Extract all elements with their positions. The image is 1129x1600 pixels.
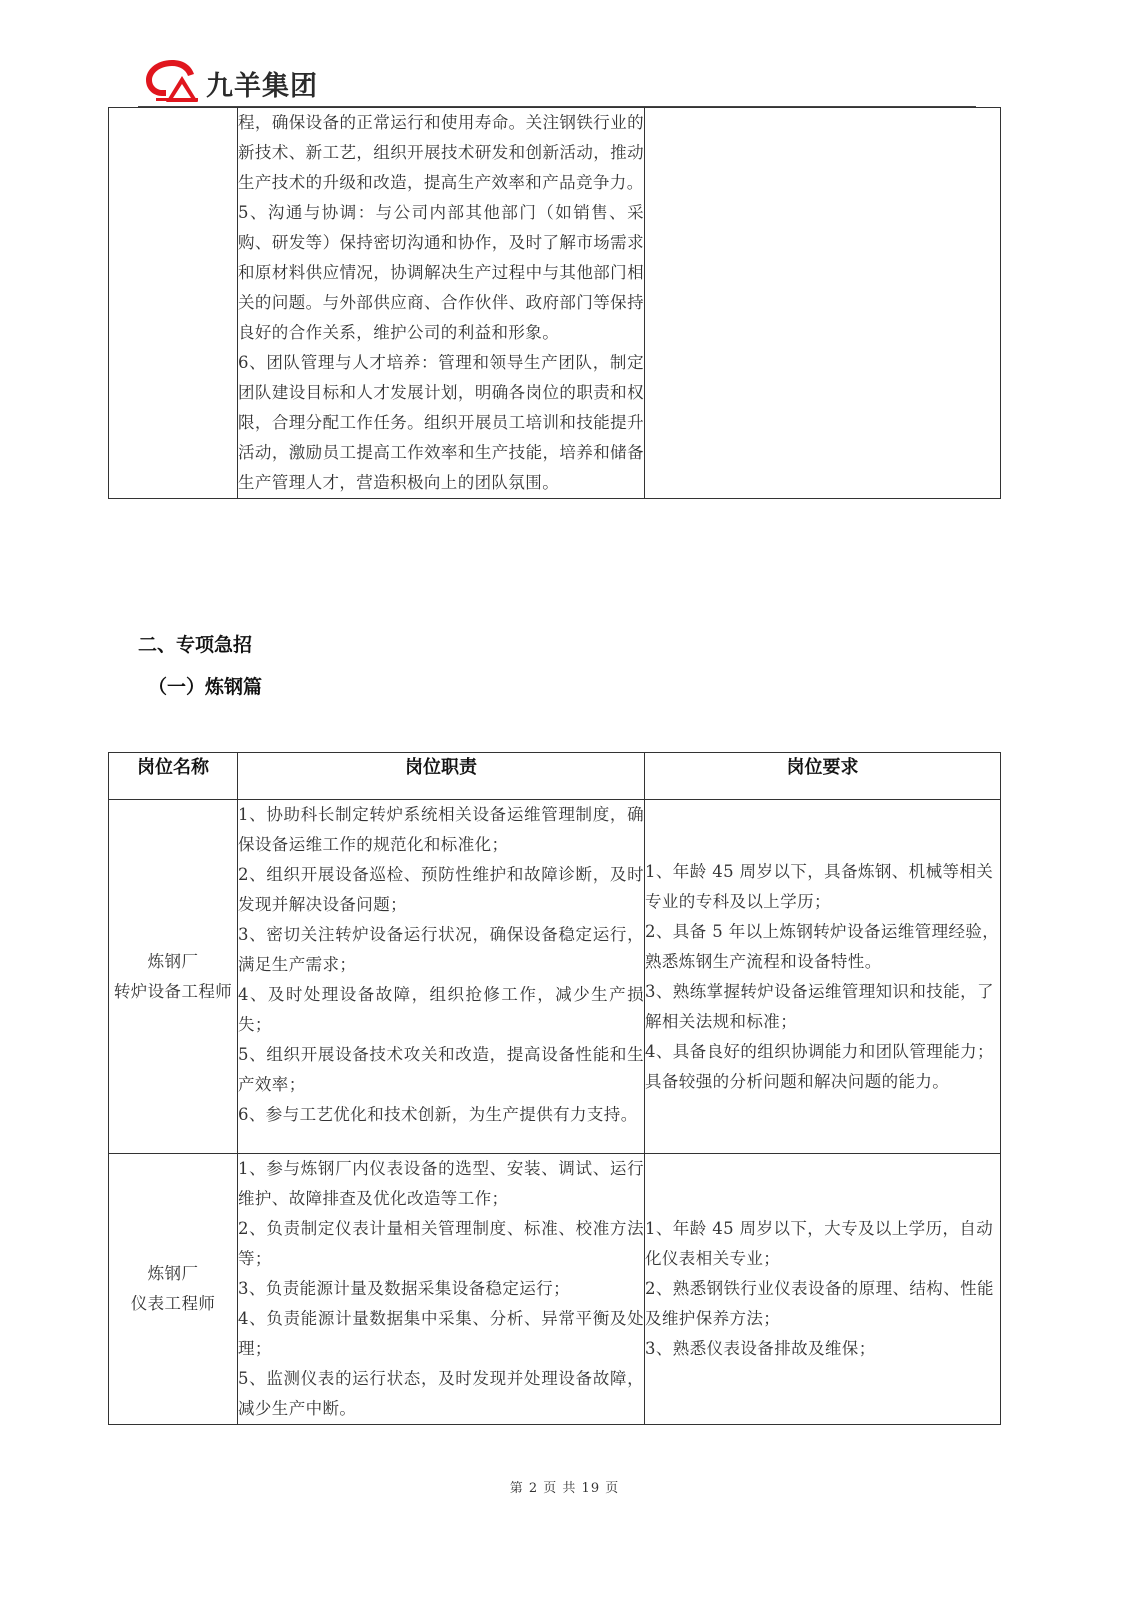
duty-text: 5、沟通与协调：与公司内部其他部门（如销售、采购、研发等）保持密切沟通和协作，及时了解市场需求和原材料供应情况，协调解决生产过程中与其他部门相关的问题。与外部供应商、合作伙伴、政府部门等保持良好的合作关系，维护公司的利益和形象。 <box>238 203 644 342</box>
jobs-table <box>108 752 1001 1425</box>
requirements-cell <box>645 800 1001 1154</box>
position-title: 仪表工程师 <box>130 1294 216 1313</box>
duties-cell <box>238 1154 645 1425</box>
position-name: 炼钢厂 <box>147 951 199 971</box>
table-row <box>109 1154 1001 1425</box>
duty-text: 6、团队管理与人才培养：管理和领导生产团队，制定团队建设目标和人才发展计划，明确各岗位的职责和权限，合理分配工作任务。组织开展员工培训和技能提升活动，激励员工提高工作效率和生产技能，培养和储备生产管理人才，营造积极向上的团队氛围。 <box>238 353 644 492</box>
requirement-item: 4、具备良好的组织协调能力和团队管理能力；具备较强的分析问题和解决问题的能力。 <box>645 1041 994 1091</box>
page-number: 第 2 页 共 19 页 <box>509 1481 620 1496</box>
position-name: 炼钢厂 <box>147 1264 199 1283</box>
requirement-item: 3、熟悉仪表设备排故及维保； <box>645 1339 876 1358</box>
requirement-item: 2、具备 5 年以上炼钢转炉设备运维管理经验，熟悉炼钢生产流程和设备特性。 <box>645 921 1000 971</box>
duty-item: 3、负责能源计量及数据采集设备稳定运行； <box>238 1279 570 1298</box>
position-cell <box>109 1154 238 1425</box>
duty-text: 程，确保设备的正常运行和使用寿命。关注钢铁行业的新技术、新工艺，组织开展技术研发和创新活动，推动生产技术的升级和改造，提高生产效率和产品竞争力。 <box>238 113 644 192</box>
duty-item: 4、及时处理设备故障，组织抢修工作，减少生产损失； <box>238 985 644 1034</box>
duty-item: 5、监测仪表的运行状态，及时发现并处理设备故障，减少生产中断。 <box>238 1369 644 1418</box>
table-row <box>109 800 1001 1154</box>
position-cell <box>109 800 238 1154</box>
duties-cell <box>238 108 645 499</box>
duty-item: 4、负责能源计量数据集中采集、分析、异常平衡及处理； <box>238 1309 644 1358</box>
column-header-duties: 岗位职责 <box>238 753 645 800</box>
duty-item: 6、参与工艺优化和技术创新，为生产提供有力支持。 <box>238 1105 638 1124</box>
duty-item: 2、负责制定仪表计量相关管理制度、标准、校准方法等； <box>238 1219 644 1268</box>
company-logo-icon <box>142 56 200 104</box>
duties-cell <box>238 800 645 1154</box>
continued-jobs-table <box>108 107 1001 499</box>
duty-item: 1、参与炼钢厂内仪表设备的选型、安装、调试、运行维护、故障排查及优化改造等工作； <box>238 1159 644 1208</box>
requirements-cell <box>645 108 1001 499</box>
position-cell <box>109 108 238 499</box>
column-header-position: 岗位名称 <box>109 753 238 800</box>
duty-item: 2、组织开展设备巡检、预防性维护和故障诊断，及时发现并解决设备问题； <box>238 865 644 914</box>
requirement-item: 1、年龄 45 周岁以下，具备炼钢、机械等相关专业的专科及以上学历； <box>645 861 994 911</box>
subsection-heading: （一）炼钢篇 <box>148 676 263 698</box>
duty-item: 5、组织开展设备技术攻关和改造，提高设备性能和生产效率； <box>238 1045 644 1094</box>
requirement-item: 1、年龄 45 周岁以下，大专及以上学历，自动化仪表相关专业； <box>645 1219 994 1268</box>
position-title: 转炉设备工程师 <box>113 981 233 1001</box>
duty-item: 1、协助科长制定转炉系统相关设备运维管理制度，确保设备运维工作的规范化和标准化； <box>238 805 644 854</box>
table-row <box>109 108 1001 499</box>
page-header <box>138 54 976 108</box>
requirement-item: 3、熟练掌握转炉设备运维管理知识和技能，了解相关法规和标准； <box>645 981 994 1031</box>
requirements-cell <box>645 1154 1001 1425</box>
requirement-item: 2、熟悉钢铁行业仪表设备的原理、结构、性能及维护保养方法； <box>645 1279 994 1328</box>
company-name: 九羊集团 <box>206 71 318 102</box>
column-header-requirements: 岗位要求 <box>645 753 1001 800</box>
duty-item: 3、密切关注转炉设备运行状况，确保设备稳定运行，满足生产需求； <box>238 925 644 974</box>
table-header-row <box>109 753 1001 800</box>
section-heading: 二、专项急招 <box>138 634 253 656</box>
